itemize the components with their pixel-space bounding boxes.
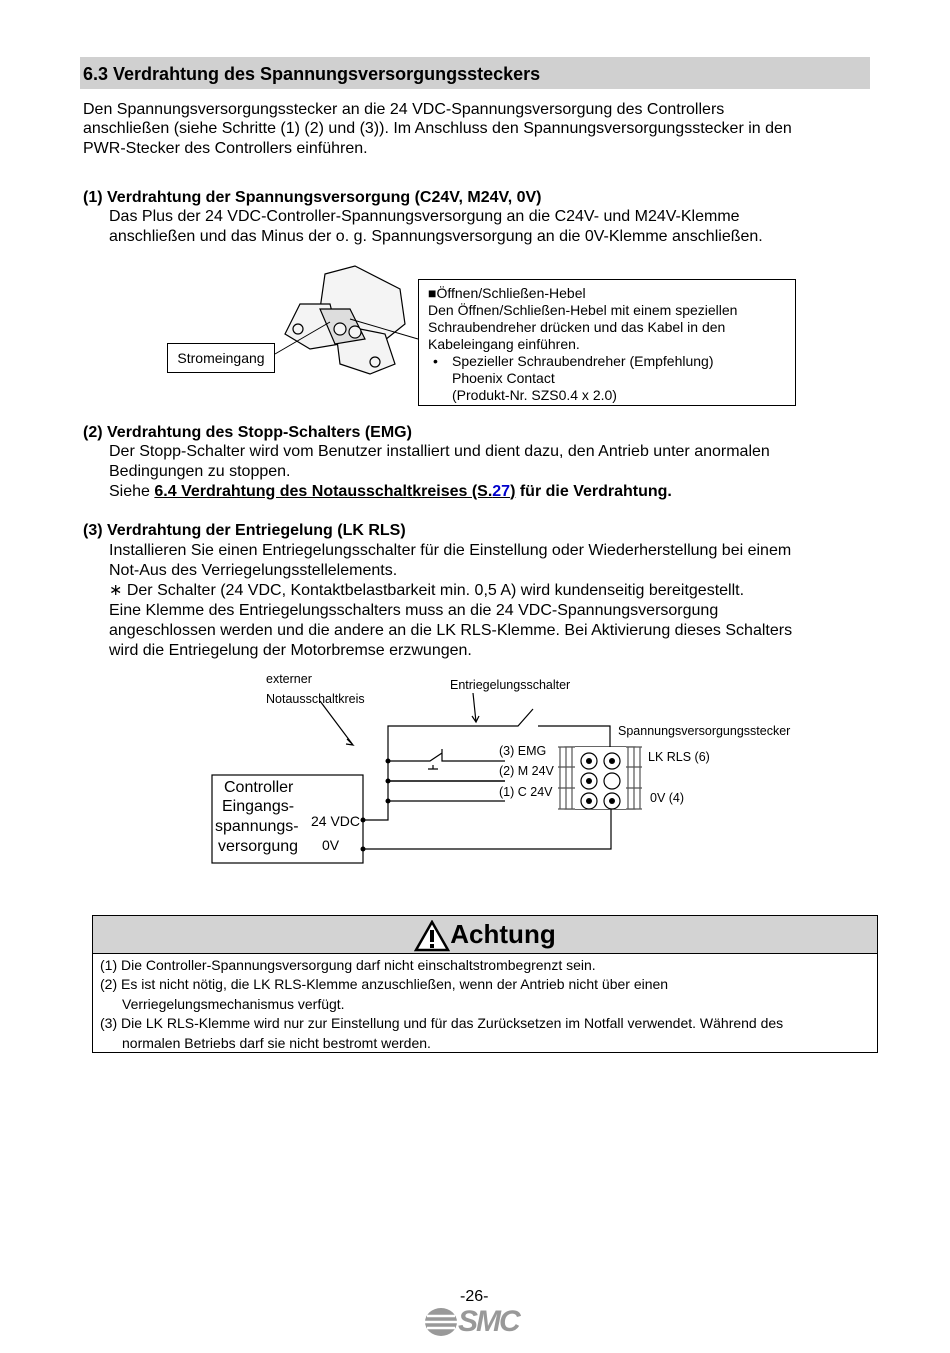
intro-text: PWR-Stecker des Controllers einführen. xyxy=(83,140,368,157)
step2-text: Bedingungen zu stoppen. xyxy=(109,463,291,480)
lever-callout xyxy=(418,279,796,406)
warning-header xyxy=(93,916,877,954)
warning-item: normalen Betriebs darf sie nicht bestromt werden. xyxy=(122,1035,431,1051)
controller-label: Eingangs- xyxy=(222,798,295,815)
callout-text: Kabeleingang einführen. xyxy=(428,336,580,352)
ext-label: externer xyxy=(266,672,312,686)
intro-text: anschließen (siehe Schritte (1) (2) und (3)). Im Anschluss den Spannungsversorgungsstecker in den xyxy=(83,120,792,137)
step3-text: angeschlossen werden und die andere an die LK RLS-Klemme. Bei Aktivierung dieses Schalters xyxy=(109,622,793,639)
controller-label: spannungs- xyxy=(215,818,299,835)
m24-label: (2) M 24V xyxy=(499,764,554,778)
step3-text: wird die Entriegelung der Motorbremse erzwungen. xyxy=(109,642,472,659)
wiring-diagram xyxy=(200,665,820,870)
warning-item: (2) Es ist nicht nötig, die LK RLS-Klemme anzuschließen, wenn der Antrieb nicht über einen xyxy=(100,976,669,992)
ref-link[interactable] xyxy=(154,483,515,500)
smc-logo xyxy=(424,1306,519,1338)
warning-item: (1) Die Controller-Spannungsversorgung darf nicht einschaltstrombegrenzt sein. xyxy=(100,957,596,973)
step2-text: Der Stopp-Schalter wird vom Benutzer installiert und dient dazu, den Antrieb unter anormalen xyxy=(109,443,770,460)
step1-text: anschließen und das Minus der o. g. Spannungsversorgung an die 0V-Klemme anschließen. xyxy=(109,228,763,245)
warning-triangle-icon xyxy=(414,920,450,952)
smc-logo-text: SMC xyxy=(458,1305,519,1338)
ov-label: 0V xyxy=(322,837,340,853)
warning-title: Achtung xyxy=(450,919,556,949)
controller-label: versorgung xyxy=(218,838,299,855)
connector-label: Spannungsversorgungsstecker xyxy=(618,724,791,738)
c24-label: (1) C 24V xyxy=(499,785,553,799)
vdc-label: 24 VDC xyxy=(311,813,361,829)
ref-page-link[interactable]: 27 xyxy=(492,483,511,500)
ext-label: Notausschaltkreis xyxy=(266,692,365,706)
step3-text: Eine Klemme des Entriegelungsschalters muss an die 24 VDC-Spannungsversorgung xyxy=(109,602,719,619)
step3-title: (3) Verdrahtung der Entriegelung (LK RLS) xyxy=(83,522,406,539)
controller-label: Controller xyxy=(224,779,294,796)
step1-title: (1) Verdrahtung der Spannungsversorgung (C24V, M24V, 0V) xyxy=(83,189,542,206)
callout-title: ■Öffnen/Schließen-Hebel xyxy=(428,285,586,301)
ov4-label: 0V (4) xyxy=(650,791,685,805)
intro-text: Den Spannungsversorgungsstecker an die 24 VDC-Spannungsversorgung des Controllers xyxy=(83,101,725,118)
emg-label: (3) EMG xyxy=(499,744,547,758)
ref-suffix: für die Verdrahtung. xyxy=(515,483,672,500)
page-number: -26- xyxy=(460,1288,489,1305)
callout-text: (Produkt-Nr. SZS0.4 x 2.0) xyxy=(452,387,617,403)
release-switch-label: Entriegelungsschalter xyxy=(450,678,571,692)
callout-text: Phoenix Contact xyxy=(452,370,555,386)
ref-prefix: Siehe xyxy=(109,483,155,500)
stromeingang-label: Stromeingang xyxy=(167,343,275,373)
warning-item: (3) Die LK RLS-Klemme wird nur zur Einstellung und für das Zurücksetzen im Notfall verwendet. Während des xyxy=(100,1015,784,1031)
step3-text: Installieren Sie einen Entriegelungsschalter für die Einstellung oder Wiederherstellung bei einem xyxy=(109,542,792,559)
warning-item: Verriegelungsmechanismus verfügt. xyxy=(122,996,345,1012)
callout-text: Den Öffnen/Schließen-Hebel mit einem speziellen xyxy=(428,302,738,318)
ref-link-text: 6.4 Verdrahtung des Notausschaltkreises (S. xyxy=(154,483,493,500)
smc-logo-icon xyxy=(424,1307,458,1337)
ref-close: ) xyxy=(510,483,516,500)
step2-title: (2) Verdrahtung des Stopp-Schalters (EMG) xyxy=(83,424,412,441)
section-title: 6.3 Verdrahtung des Spannungsversorgungssteckers xyxy=(83,64,541,84)
step3-text: Not-Aus des Verriegelungsstellelements. xyxy=(109,562,398,579)
callout-text: Schraubendreher drücken und das Kabel in den xyxy=(428,319,726,335)
connector-illustration xyxy=(270,264,420,379)
step1-text: Das Plus der 24 VDC-Controller-Spannungsversorgung an die C24V- und M24V-Klemme xyxy=(109,208,740,225)
step2-reference xyxy=(109,482,672,502)
step3-note: ∗ Der Schalter (24 VDC, Kontaktbelastbarkeit min. 0,5 A) wird kundenseitig bereitgestellt. xyxy=(109,582,745,599)
bullet-icon: • xyxy=(433,353,438,369)
callout-bullet: Spezieller Schraubendreher (Empfehlung) xyxy=(452,353,714,369)
lkrls-label: LK RLS (6) xyxy=(648,750,710,764)
warning-box xyxy=(92,915,878,1053)
